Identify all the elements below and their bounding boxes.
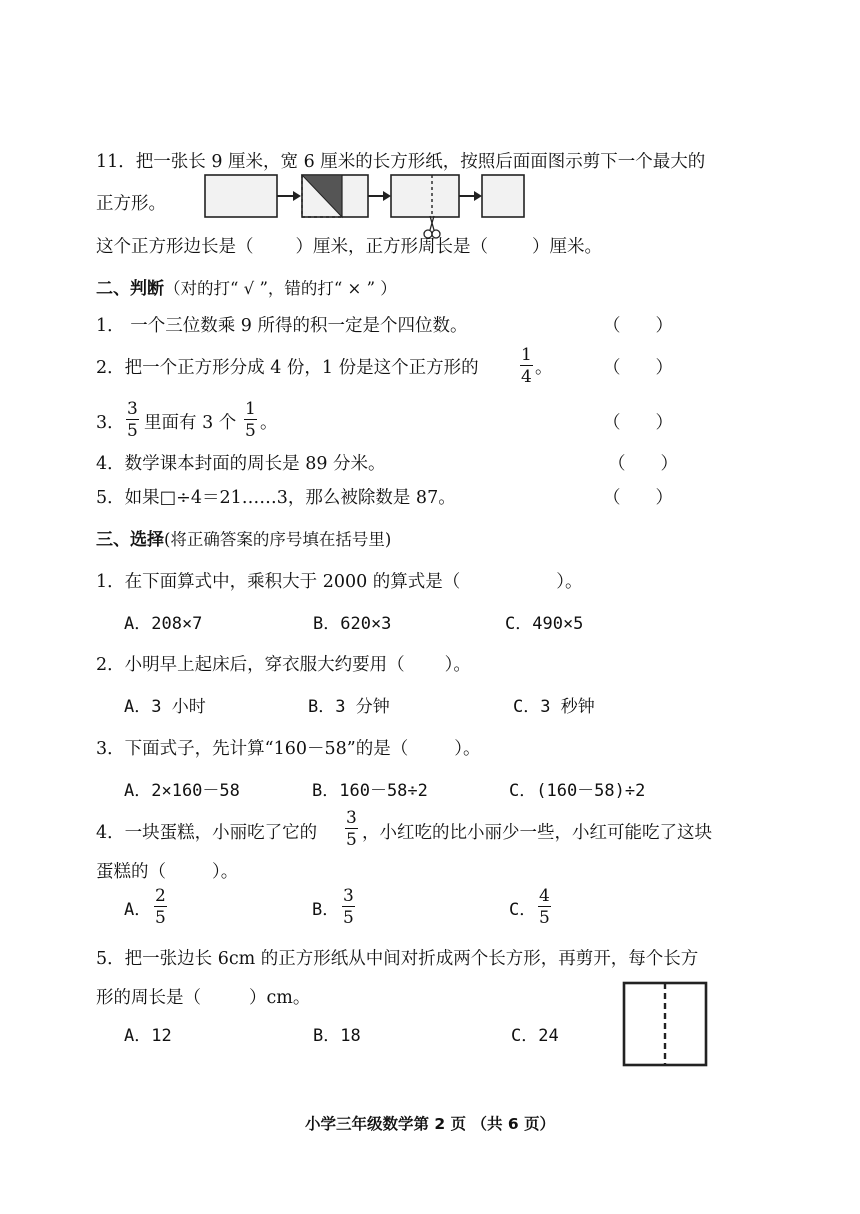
mc-q1-stem-b: ）。 <box>556 572 583 592</box>
section3-heading <box>96 528 391 552</box>
mc-q4-line2-a: 蛋糕的（ <box>96 862 166 882</box>
mc-q5-option-c[interactable]: C．24 <box>511 1026 559 1046</box>
fraction-numerator: 1 <box>521 345 532 365</box>
mc-q4-option-c-fraction[interactable] <box>538 887 551 927</box>
mc-q1-option-b[interactable]: B．620×3 <box>313 614 392 634</box>
fraction-numerator: 1 <box>245 399 256 419</box>
q11-line1: 11．把一张长 9 厘米，宽 6 厘米的长方形纸，按照后面面图示剪下一个最大的 <box>96 152 706 172</box>
fraction-denominator: 5 <box>155 908 166 928</box>
mc-q2-stem <box>96 653 471 677</box>
mc-q3-stem-a: 3．下面式子，先计算“160－58”的是（ <box>96 739 409 759</box>
tf-item-2-tail: 。 <box>535 358 553 378</box>
q11-text-c: ）厘米。 <box>532 237 602 257</box>
mc-q5-option-b[interactable]: B．18 <box>313 1026 361 1046</box>
mc-q4-stem-a: 4．一块蛋糕，小丽吃了它的 <box>96 823 318 843</box>
section3-subtitle: (将正确答案的序号填在括号里) <box>164 530 392 549</box>
section3-title: 三、选择 <box>96 530 164 550</box>
q11-line3 <box>96 235 602 259</box>
mc-q4-option-c-label[interactable]: C． <box>509 900 537 920</box>
tf-paren-3[interactable]: （ ） <box>603 413 673 433</box>
tf-item-2: 2．把一个正方形分成 4 份，1 份是这个正方形的 <box>96 358 479 378</box>
fraction-numerator: 3 <box>343 886 354 906</box>
mc-q2-stem-a: 2．小明早上起床后，穿衣服大约要用（ <box>96 655 405 675</box>
fraction-denominator: 5 <box>346 830 357 850</box>
mc-q4-option-a-label[interactable]: A． <box>124 900 152 920</box>
mc-q5-option-a[interactable]: A．12 <box>124 1026 172 1046</box>
q11-line2: 正方形。 <box>96 194 166 214</box>
tf-paren-2[interactable]: （ ） <box>603 358 673 378</box>
diagram-rect-1 <box>205 175 277 217</box>
tf-paren-1[interactable]: （ ） <box>603 316 673 336</box>
mc-q1-stem <box>96 570 583 594</box>
mc-q3-option-a[interactable]: A．2×160－58 <box>124 781 240 801</box>
tf-paren-4[interactable]: （ ） <box>608 454 678 474</box>
fraction-numerator: 2 <box>155 886 166 906</box>
q11-text-a: 这个正方形边长是（ <box>96 237 254 257</box>
tf-fraction-2 <box>520 346 533 386</box>
page-footer: 小学三年级数学第 2 页 （共 6 页） <box>304 1115 556 1133</box>
mc-q2-option-c[interactable]: C．3 秒钟 <box>513 697 595 717</box>
tf-item-5: 5．如果□÷4＝21……3，那么被除数是 87。 <box>96 488 456 508</box>
fraction-numerator: 4 <box>539 886 550 906</box>
tf-item-3-a: 3． <box>96 413 125 433</box>
fraction-denominator: 5 <box>245 421 256 441</box>
q11-cut-diagram <box>203 170 533 240</box>
tf-item-3-tail: 。 <box>260 413 278 433</box>
diagram-rect-3 <box>391 175 459 217</box>
mc-q4-fraction <box>345 809 358 849</box>
tf-fraction-3b <box>244 400 257 440</box>
mc-q4-line2-b: ）。 <box>212 862 239 882</box>
tf-item-1: 1． 一个三位数乘 9 所得的积一定是个四位数。 <box>96 316 468 336</box>
mc-q3-stem <box>96 737 480 761</box>
diagram-square <box>482 175 524 217</box>
mc-q4-line2 <box>96 860 238 884</box>
mc-q2-option-b[interactable]: B．3 分钟 <box>308 697 390 717</box>
mc-q1-option-a[interactable]: A．208×7 <box>124 614 203 634</box>
tf-item-3-b: 里面有 3 个 <box>144 413 237 433</box>
q11-text-b: ）厘米，正方形周长是（ <box>295 237 488 257</box>
mc-q3-option-c[interactable]: C．(160－58)÷2 <box>509 781 646 801</box>
mc-q4-stem-b: ，小红吃的比小丽少一些，小红可能吃了这块 <box>362 823 712 843</box>
mc-q1-option-c[interactable]: C．490×5 <box>505 614 584 634</box>
fraction-denominator: 5 <box>343 908 354 928</box>
fraction-numerator: 3 <box>127 399 138 419</box>
q5-fold-diagram <box>621 980 711 1070</box>
tf-item-4: 4．数学课本封面的周长是 89 分米。 <box>96 454 386 474</box>
mc-q3-option-b[interactable]: B．160－58÷2 <box>312 781 428 801</box>
section2-subtitle: （对的打“ √ ”，错的打“ × ” ） <box>164 279 397 298</box>
fraction-denominator: 5 <box>127 421 138 441</box>
section2-heading <box>96 277 397 301</box>
fraction-numerator: 3 <box>346 808 357 828</box>
mc-q4-option-a-fraction[interactable] <box>154 887 167 927</box>
mc-q4-option-b-label[interactable]: B． <box>312 900 340 920</box>
tf-fraction-3a <box>126 400 139 440</box>
tf-paren-5[interactable]: （ ） <box>603 488 673 508</box>
mc-q5-line2-b: ）cm。 <box>249 988 311 1008</box>
mc-q5-line1: 5．把一张边长 6cm 的正方形纸从中间对折成两个长方形，再剪开，每个长方 <box>96 949 699 969</box>
mc-q2-stem-b: ）。 <box>444 655 471 675</box>
mc-q3-stem-b: ）。 <box>454 739 481 759</box>
mc-q1-stem-a: 1．在下面算式中，乘积大于 2000 的算式是（ <box>96 572 461 592</box>
mc-q4-option-b-fraction[interactable] <box>342 887 355 927</box>
fraction-denominator: 4 <box>521 367 532 387</box>
mc-q5-line2-a: 形的周长是（ <box>96 988 201 1008</box>
section2-title: 二、判断 <box>96 279 164 299</box>
mc-q2-option-a[interactable]: A．3 小时 <box>124 697 206 717</box>
mc-q5-line2 <box>96 986 310 1010</box>
fraction-denominator: 5 <box>539 908 550 928</box>
